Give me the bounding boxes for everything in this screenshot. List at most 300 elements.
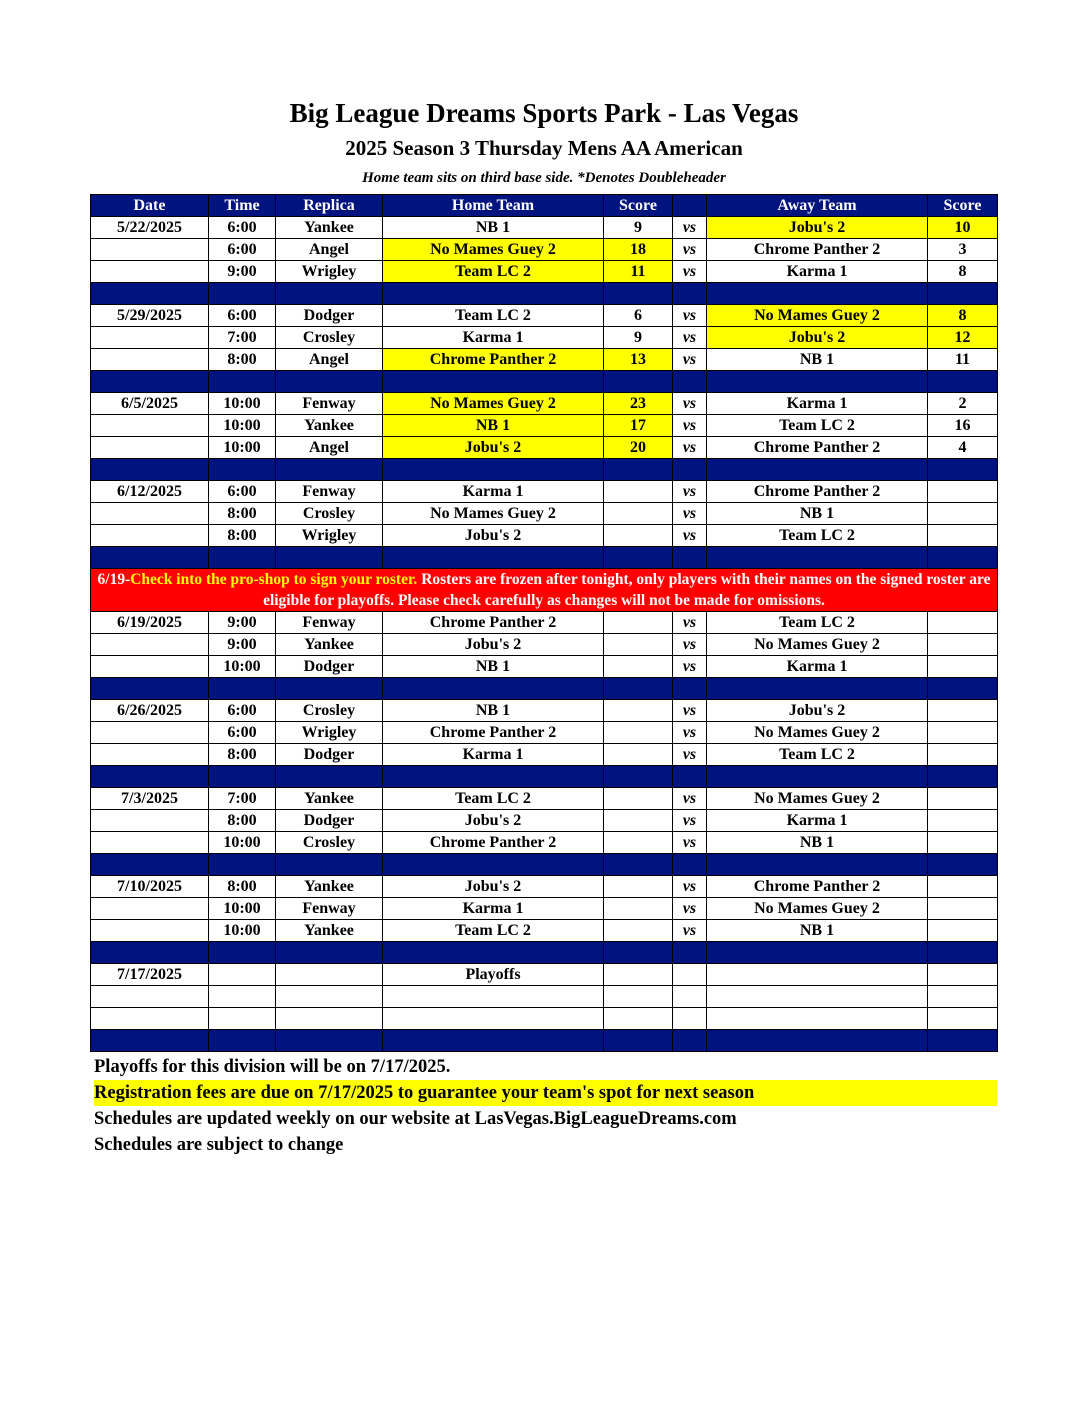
separator-cell [383, 283, 604, 305]
home-score-cell: 9 [604, 327, 673, 349]
footer-change-line: Schedules are subject to change [94, 1135, 344, 1155]
separator-cell [209, 283, 276, 305]
table-row [91, 722, 998, 744]
away-team-cell: No Mames Guey 2 [707, 722, 928, 744]
separator-cell [928, 1030, 998, 1052]
away-score-cell: 16 [928, 415, 998, 437]
away-team-cell: Chrome Panther 2 [707, 481, 928, 503]
date-cell [91, 261, 209, 283]
footer-notes [94, 1054, 997, 1158]
away-team-cell: NB 1 [707, 503, 928, 525]
away-team-cell: Jobu's 2 [707, 327, 928, 349]
home-score-cell [604, 832, 673, 854]
separator-cell [209, 547, 276, 569]
table-row [91, 1008, 998, 1030]
away-score-cell [928, 722, 998, 744]
empty-cell [673, 986, 707, 1008]
separator-cell [707, 283, 928, 305]
time-cell: 6:00 [209, 305, 276, 327]
home-team-cell: Team LC 2 [383, 261, 604, 283]
vs-cell: vs [673, 437, 707, 459]
vs-cell: vs [673, 656, 707, 678]
home-score-cell [604, 612, 673, 634]
vs-cell: vs [673, 788, 707, 810]
empty-cell [707, 1008, 928, 1030]
home-team-cell: Jobu's 2 [383, 876, 604, 898]
home-team-cell: Jobu's 2 [383, 525, 604, 547]
vs-cell: vs [673, 305, 707, 327]
replica-field-cell: Crosley [276, 327, 383, 349]
home-score-cell: 18 [604, 239, 673, 261]
time-cell: 6:00 [209, 239, 276, 261]
table-row [91, 788, 998, 810]
time-cell: 10:00 [209, 415, 276, 437]
away-team-cell: NB 1 [707, 832, 928, 854]
date-cell [91, 920, 209, 942]
time-cell: 8:00 [209, 744, 276, 766]
home-team-cell: No Mames Guey 2 [383, 239, 604, 261]
separator-cell [276, 547, 383, 569]
separator-cell [673, 854, 707, 876]
away-score-cell: 2 [928, 393, 998, 415]
separator-cell [276, 678, 383, 700]
vs-cell: vs [673, 415, 707, 437]
date-cell [91, 503, 209, 525]
table-row [91, 415, 998, 437]
week-separator [91, 371, 998, 393]
separator-cell [276, 371, 383, 393]
away-score-cell [928, 700, 998, 722]
away-score-cell: 8 [928, 305, 998, 327]
home-score-cell [604, 722, 673, 744]
vs-cell: vs [673, 634, 707, 656]
home-team-cell: NB 1 [383, 700, 604, 722]
home-team-cell: Team LC 2 [383, 788, 604, 810]
separator-cell [928, 283, 998, 305]
table-row [91, 634, 998, 656]
time-cell: 8:00 [209, 503, 276, 525]
date-cell: 6/5/2025 [91, 393, 209, 415]
separator-cell [673, 766, 707, 788]
col-header-home-team: Home Team [383, 195, 604, 217]
week-separator [91, 1030, 998, 1052]
schedule-body [91, 217, 998, 1052]
separator-cell [707, 766, 928, 788]
table-row [91, 437, 998, 459]
vs-cell: vs [673, 612, 707, 634]
date-cell [91, 239, 209, 261]
date-cell [91, 349, 209, 371]
date-cell [91, 744, 209, 766]
playoffs-label: Playoffs [383, 964, 604, 986]
footer-website-line: Schedules are updated weekly on our website at LasVegas.BigLeagueDreams.com [94, 1109, 737, 1129]
vs-cell: vs [673, 700, 707, 722]
empty-cell [276, 964, 383, 986]
home-team-cell: No Mames Guey 2 [383, 503, 604, 525]
time-cell: 8:00 [209, 876, 276, 898]
separator-cell [604, 547, 673, 569]
separator-cell [91, 942, 209, 964]
separator-cell [209, 1030, 276, 1052]
away-team-cell: Team LC 2 [707, 744, 928, 766]
separator-cell [383, 854, 604, 876]
time-cell: 10:00 [209, 920, 276, 942]
table-row [91, 876, 998, 898]
separator-cell [928, 371, 998, 393]
date-cell [91, 327, 209, 349]
separator-cell [673, 1030, 707, 1052]
home-score-cell [604, 656, 673, 678]
separator-cell [209, 459, 276, 481]
separator-cell [383, 942, 604, 964]
empty-cell [928, 1008, 998, 1030]
date-cell [91, 656, 209, 678]
time-cell: 6:00 [209, 722, 276, 744]
time-cell: 8:00 [209, 349, 276, 371]
home-score-cell: 20 [604, 437, 673, 459]
away-score-cell [928, 634, 998, 656]
home-team-cell: Team LC 2 [383, 920, 604, 942]
away-team-cell: Chrome Panther 2 [707, 239, 928, 261]
table-row [91, 700, 998, 722]
home-score-cell [604, 788, 673, 810]
away-team-cell: Jobu's 2 [707, 217, 928, 239]
home-score-cell [604, 525, 673, 547]
table-row [91, 744, 998, 766]
home-team-cell: Team LC 2 [383, 305, 604, 327]
time-cell: 9:00 [209, 261, 276, 283]
week-separator [91, 459, 998, 481]
empty-cell [383, 986, 604, 1008]
separator-cell [91, 283, 209, 305]
away-score-cell: 4 [928, 437, 998, 459]
time-cell: 9:00 [209, 612, 276, 634]
table-row [91, 261, 998, 283]
table-row [91, 656, 998, 678]
replica-field-cell: Dodger [276, 810, 383, 832]
vs-cell: vs [673, 349, 707, 371]
separator-cell [673, 371, 707, 393]
away-team-cell: Jobu's 2 [707, 700, 928, 722]
away-score-cell: 8 [928, 261, 998, 283]
empty-cell [673, 1008, 707, 1030]
separator-cell [604, 678, 673, 700]
replica-field-cell: Crosley [276, 700, 383, 722]
separator-cell [209, 766, 276, 788]
empty-cell [673, 964, 707, 986]
empty-cell [276, 1008, 383, 1030]
separator-cell [383, 1030, 604, 1052]
table-row [91, 217, 998, 239]
vs-cell: vs [673, 481, 707, 503]
empty-cell [276, 986, 383, 1008]
date-cell [91, 634, 209, 656]
date-cell: 5/22/2025 [91, 217, 209, 239]
separator-cell [91, 547, 209, 569]
separator-cell [707, 459, 928, 481]
home-team-cell: NB 1 [383, 656, 604, 678]
table-row [91, 612, 998, 634]
date-cell: 6/12/2025 [91, 481, 209, 503]
time-cell: 9:00 [209, 634, 276, 656]
replica-field-cell: Fenway [276, 481, 383, 503]
table-row [91, 393, 998, 415]
vs-cell: vs [673, 898, 707, 920]
vs-cell: vs [673, 239, 707, 261]
time-cell: 7:00 [209, 788, 276, 810]
separator-cell [604, 766, 673, 788]
empty-cell [383, 1008, 604, 1030]
separator-cell [209, 942, 276, 964]
away-score-cell [928, 744, 998, 766]
time-cell: 10:00 [209, 437, 276, 459]
home-score-cell [604, 920, 673, 942]
week-separator [91, 942, 998, 964]
home-score-cell [604, 876, 673, 898]
away-score-cell [928, 832, 998, 854]
col-header-home-score: Score [604, 195, 673, 217]
replica-field-cell: Wrigley [276, 525, 383, 547]
replica-field-cell: Dodger [276, 744, 383, 766]
separator-cell [276, 942, 383, 964]
page-subtitle: 2025 Season 3 Thursday Mens AA American [345, 136, 743, 160]
separator-cell [928, 678, 998, 700]
time-cell: 10:00 [209, 393, 276, 415]
home-score-cell [604, 700, 673, 722]
away-score-cell [928, 810, 998, 832]
page-title: Big League Dreams Sports Park - Las Vegas [289, 98, 799, 128]
home-score-cell: 9 [604, 217, 673, 239]
away-team-cell: No Mames Guey 2 [707, 788, 928, 810]
empty-cell [707, 986, 928, 1008]
vs-cell: vs [673, 744, 707, 766]
away-team-cell: Team LC 2 [707, 612, 928, 634]
date-cell [91, 898, 209, 920]
table-row [91, 305, 998, 327]
away-team-cell: No Mames Guey 2 [707, 305, 928, 327]
separator-cell [209, 678, 276, 700]
vs-cell: vs [673, 503, 707, 525]
col-header-time: Time [209, 195, 276, 217]
replica-field-cell: Wrigley [276, 261, 383, 283]
date-cell: 6/19/2025 [91, 612, 209, 634]
separator-cell [209, 854, 276, 876]
replica-field-cell: Yankee [276, 634, 383, 656]
replica-field-cell: Yankee [276, 788, 383, 810]
separator-cell [276, 283, 383, 305]
date-cell [91, 415, 209, 437]
separator-cell [91, 854, 209, 876]
home-team-cell: Karma 1 [383, 898, 604, 920]
away-score-cell [928, 898, 998, 920]
home-team-cell: Karma 1 [383, 744, 604, 766]
away-score-cell: 10 [928, 217, 998, 239]
home-score-cell: 13 [604, 349, 673, 371]
separator-cell [383, 547, 604, 569]
time-cell: 10:00 [209, 898, 276, 920]
roster-notice-row [91, 569, 998, 612]
separator-cell [383, 766, 604, 788]
away-team-cell: Karma 1 [707, 810, 928, 832]
col-header-away-team: Away Team [707, 195, 928, 217]
home-score-cell: 11 [604, 261, 673, 283]
home-team-cell: Jobu's 2 [383, 437, 604, 459]
empty-cell [91, 986, 209, 1008]
separator-cell [928, 766, 998, 788]
schedule-table [90, 194, 998, 1052]
separator-cell [673, 283, 707, 305]
time-cell: 8:00 [209, 810, 276, 832]
week-separator [91, 547, 998, 569]
separator-cell [604, 1030, 673, 1052]
date-cell: 7/3/2025 [91, 788, 209, 810]
date-cell [91, 832, 209, 854]
separator-cell [707, 678, 928, 700]
away-team-cell: Karma 1 [707, 261, 928, 283]
replica-field-cell: Dodger [276, 656, 383, 678]
replica-field-cell: Crosley [276, 832, 383, 854]
vs-cell: vs [673, 261, 707, 283]
away-team-cell: Karma 1 [707, 393, 928, 415]
table-row [91, 481, 998, 503]
time-cell: 6:00 [209, 481, 276, 503]
away-score-cell [928, 656, 998, 678]
vs-cell: vs [673, 810, 707, 832]
separator-cell [928, 942, 998, 964]
home-team-cell: Karma 1 [383, 327, 604, 349]
week-separator [91, 283, 998, 305]
home-team-cell: NB 1 [383, 415, 604, 437]
table-row [91, 349, 998, 371]
separator-cell [604, 459, 673, 481]
away-score-cell [928, 920, 998, 942]
replica-field-cell: Angel [276, 239, 383, 261]
empty-cell [604, 964, 673, 986]
home-team-cell: Chrome Panther 2 [383, 832, 604, 854]
week-separator [91, 854, 998, 876]
separator-cell [928, 854, 998, 876]
date-cell: 7/17/2025 [91, 964, 209, 986]
home-team-cell: No Mames Guey 2 [383, 393, 604, 415]
home-team-cell: Chrome Panther 2 [383, 349, 604, 371]
away-team-cell: Team LC 2 [707, 525, 928, 547]
away-team-cell: Karma 1 [707, 656, 928, 678]
empty-cell [604, 986, 673, 1008]
empty-cell [928, 986, 998, 1008]
home-score-cell [604, 481, 673, 503]
separator-cell [707, 854, 928, 876]
home-score-cell [604, 898, 673, 920]
home-score-cell [604, 503, 673, 525]
home-score-cell [604, 744, 673, 766]
time-cell: 7:00 [209, 327, 276, 349]
away-team-cell: Chrome Panther 2 [707, 437, 928, 459]
col-header-date: Date [91, 195, 209, 217]
separator-cell [209, 371, 276, 393]
home-team-cell: Jobu's 2 [383, 634, 604, 656]
table-row [91, 810, 998, 832]
table-row [91, 898, 998, 920]
date-cell [91, 437, 209, 459]
separator-cell [604, 942, 673, 964]
away-team-cell: No Mames Guey 2 [707, 634, 928, 656]
away-score-cell [928, 503, 998, 525]
separator-cell [276, 854, 383, 876]
separator-cell [928, 547, 998, 569]
replica-field-cell: Wrigley [276, 722, 383, 744]
separator-cell [276, 1030, 383, 1052]
vs-cell: vs [673, 876, 707, 898]
replica-field-cell: Dodger [276, 305, 383, 327]
replica-field-cell: Yankee [276, 876, 383, 898]
home-team-cell: Karma 1 [383, 481, 604, 503]
table-row [91, 986, 998, 1008]
separator-cell [383, 678, 604, 700]
date-cell [91, 810, 209, 832]
table-row [91, 503, 998, 525]
separator-cell [673, 942, 707, 964]
replica-field-cell: Angel [276, 437, 383, 459]
date-cell: 7/10/2025 [91, 876, 209, 898]
separator-cell [673, 459, 707, 481]
time-cell: 10:00 [209, 832, 276, 854]
col-header-away-score: Score [928, 195, 998, 217]
table-row [91, 832, 998, 854]
date-cell [91, 525, 209, 547]
table-row [91, 920, 998, 942]
replica-field-cell: Angel [276, 349, 383, 371]
separator-cell [383, 459, 604, 481]
away-score-cell [928, 876, 998, 898]
roster-notice [91, 569, 998, 612]
away-score-cell [928, 612, 998, 634]
table-row [91, 239, 998, 261]
away-team-cell: No Mames Guey 2 [707, 898, 928, 920]
away-score-cell [928, 481, 998, 503]
replica-field-cell: Yankee [276, 217, 383, 239]
separator-cell [91, 371, 209, 393]
vs-cell: vs [673, 832, 707, 854]
away-team-cell: NB 1 [707, 920, 928, 942]
footer-registration-line: Registration fees are due on 7/17/2025 to guarantee your team's spot for next season [94, 1080, 997, 1106]
away-score-cell [928, 788, 998, 810]
week-separator [91, 766, 998, 788]
empty-cell [928, 964, 998, 986]
away-team-cell: NB 1 [707, 349, 928, 371]
separator-cell [604, 371, 673, 393]
home-score-cell [604, 810, 673, 832]
home-team-cell: Chrome Panther 2 [383, 722, 604, 744]
empty-cell [209, 1008, 276, 1030]
notice-prefix: 6/19- [97, 571, 131, 588]
replica-field-cell: Fenway [276, 898, 383, 920]
home-score-cell [604, 634, 673, 656]
date-cell: 6/26/2025 [91, 700, 209, 722]
time-cell: 6:00 [209, 217, 276, 239]
notice-rest: Rosters are frozen after tonight, only players with their names on the signed roster are eligible for playoffs. Please check carefully as changes will not be made for omissions. [263, 571, 991, 609]
col-header-vs [673, 195, 707, 217]
away-score-cell: 11 [928, 349, 998, 371]
replica-field-cell: Crosley [276, 503, 383, 525]
separator-cell [707, 371, 928, 393]
away-score-cell: 3 [928, 239, 998, 261]
home-team-cell: Jobu's 2 [383, 810, 604, 832]
home-score-cell: 17 [604, 415, 673, 437]
time-cell: 6:00 [209, 700, 276, 722]
separator-cell [707, 547, 928, 569]
empty-cell [209, 964, 276, 986]
separator-cell [276, 459, 383, 481]
